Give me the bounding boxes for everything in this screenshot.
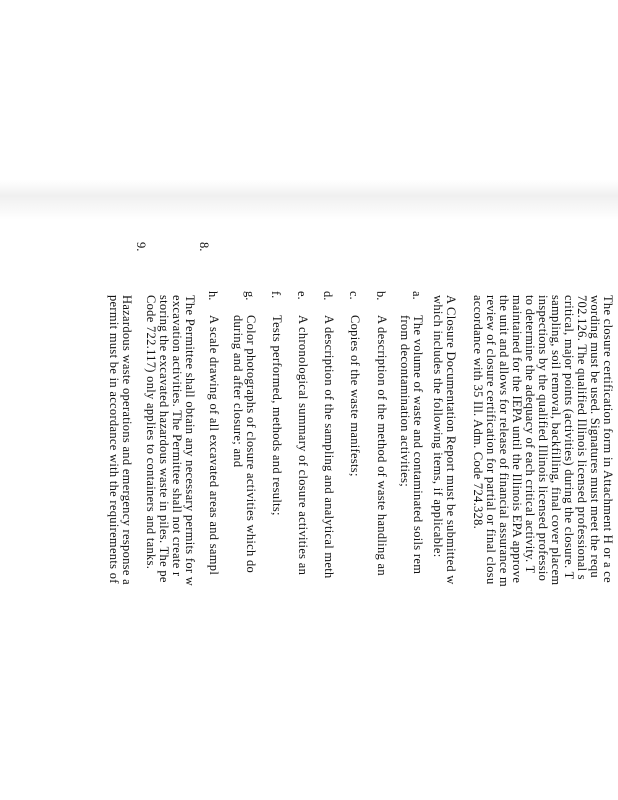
paragraph-line: wording must be used. Signatures must meet the requ bbox=[588, 295, 602, 578]
item-text: The volume of waste and contaminated soils rem bbox=[411, 315, 425, 575]
report-intro-line: which includes the following items, if applicable: bbox=[431, 295, 445, 558]
item-letter: a. bbox=[410, 291, 424, 300]
paragraph-line: the unit and allows for release of financial assurance m bbox=[497, 295, 511, 588]
report-intro-line: A Closure Documentation Report must be submitted w bbox=[444, 295, 458, 585]
item-text: Color photographs of closure activities which do bbox=[244, 315, 258, 574]
section-8-line: excavation activities. The Permittee shall not create r bbox=[170, 295, 184, 577]
paragraph-line: sampling, soil removal, backfilling, final cover placem bbox=[549, 295, 563, 586]
item-text: during and after closure; and bbox=[231, 315, 245, 468]
item-text: A description of the method of waste handling an bbox=[375, 315, 389, 576]
paragraph-line: inspections by the qualified Illinois licensed professio bbox=[536, 295, 550, 582]
item-letter: d. bbox=[321, 291, 335, 301]
paragraph-line: The closure certification form in Attachment H or a ce bbox=[601, 295, 615, 583]
section-number: 8. bbox=[197, 242, 211, 252]
item-letter: h. bbox=[206, 291, 220, 301]
item-letter: g. bbox=[243, 291, 257, 301]
section-8-line: storing the excavated hazardous waste in piles. The pe bbox=[157, 295, 171, 583]
paragraph-line: review of closure certification for partial or final closu bbox=[484, 295, 498, 585]
section-9-line: permit must be in accordance with the requirements of bbox=[107, 295, 121, 584]
item-text: Copies of the waste manifests; bbox=[348, 315, 362, 477]
item-text: from decontamination activities; bbox=[398, 315, 412, 488]
item-letter: e. bbox=[295, 291, 309, 300]
paragraph-line: to determine the adequacy of each critical activity. T bbox=[523, 295, 537, 574]
item-text: A description of the sampling and analytical meth bbox=[322, 315, 336, 579]
paragraph-line: critical, major points (activities) during the closure. T bbox=[562, 295, 576, 580]
item-letter: f. bbox=[269, 291, 283, 299]
paragraph-line: accordance with 35 Ill. Adm. Code 724.328. bbox=[471, 295, 485, 530]
item-letter: b. bbox=[374, 291, 388, 301]
item-text: Tests performed, methods and results; bbox=[270, 315, 284, 516]
rotated-page bbox=[18, 0, 618, 800]
item-letter: c. bbox=[347, 291, 361, 300]
section-8-line: The Permittee shall obtain any necessary permits for w bbox=[183, 295, 197, 587]
section-9-line: Hazardous waste operations and emergency response a bbox=[120, 295, 134, 585]
paragraph-line: 702.126. The qualified Illinois licensed professional s bbox=[575, 295, 589, 580]
section-8-line: Code 722.117) only applies to containers and tanks. bbox=[144, 295, 158, 570]
paragraph-line: maintained for the IEPA until the Illinois EPA approve bbox=[510, 295, 524, 584]
item-text: A chronological summary of closure activities an bbox=[296, 315, 310, 576]
item-text: A scale drawing of all excavated areas and sampl bbox=[207, 315, 221, 576]
section-number: 9. bbox=[134, 242, 148, 252]
